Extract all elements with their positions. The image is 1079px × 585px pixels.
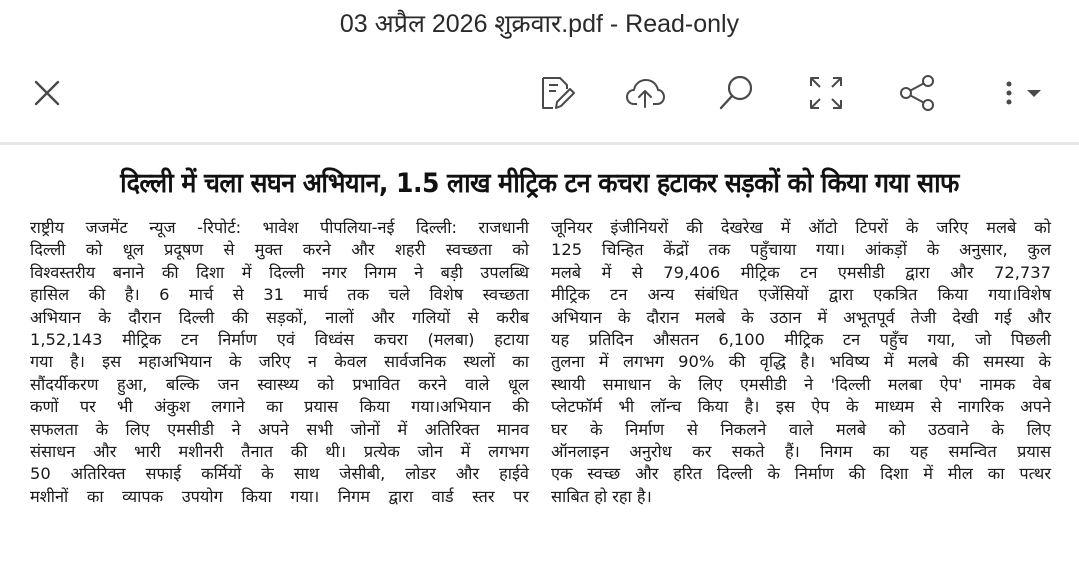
- text-line: ऑनलाइन अनुरोध कर सकते हैं। निगम का यह समन्वित प्रयास: [551, 442, 1051, 462]
- search-button[interactable]: [711, 68, 761, 118]
- right-column: [551, 217, 1051, 508]
- cloud-upload-icon: [625, 73, 665, 113]
- text-line: गया है। इस महाअभियान के जरिए न केवल सार्वजनिक स्थलों का: [30, 352, 529, 372]
- text-line: मशीनों का व्यापक उपयोग किया गया। निगम द्वारा वार्ड स्तर पर: [30, 486, 529, 506]
- text-line: दिल्ली को धूल प्रदूषण से मुक्त करने और शहरी स्वच्छता को: [30, 240, 529, 260]
- text-line: अभियान के दौरान दिल्ली की सड़कों, नालों और गलियों से करीब: [30, 307, 529, 327]
- expand-icon: [806, 73, 846, 113]
- text-line: संसाधन और भारी मशीनरी तैनात की थी। प्रत्येक जोन में लगभग: [30, 442, 529, 462]
- more-vertical-icon: [994, 73, 1024, 113]
- text-line: तुलना में लगभग 90% की वृद्धि है। भविष्य में मलबे की समस्या के: [551, 352, 1051, 372]
- share-button[interactable]: [892, 68, 942, 118]
- fullscreen-button[interactable]: [801, 68, 851, 118]
- close-icon: [27, 73, 67, 113]
- search-icon: [716, 73, 756, 113]
- pdf-page: [0, 145, 1079, 585]
- text-line: घर के निर्माण से निकलने वाले मलबे को उठवाने के लिए: [551, 419, 1051, 439]
- text-line: प्लेटफॉर्म भी लॉन्च किया है। इस ऐप के माध्यम से नागरिक अपने: [551, 397, 1051, 417]
- more-options-button[interactable]: [984, 68, 1054, 118]
- text-line: अभियान के दौरान मलबे के उठान में अभूतपूर्व तेजी देखी गई और: [551, 307, 1051, 327]
- close-button[interactable]: [22, 68, 72, 118]
- edit-button[interactable]: [531, 68, 581, 118]
- text-line: यह प्रतिदिन औसतन 6,100 मीट्रिक टन पहुँच गया, जो पिछली: [551, 330, 1051, 350]
- text-line: सौंदर्यीकरण हुआ, बल्कि जन स्वास्थ्य को प्रभावित करने वाले धूल: [30, 374, 529, 394]
- text-line: एक स्वच्छ और हरित दिल्ली के निर्माण की दिशा में मील का पत्थर: [551, 464, 1051, 484]
- share-icon: [897, 73, 937, 113]
- text-line: हासिल की है। 6 मार्च से 31 मार्च तक चले विशेष स्वच्छता: [30, 285, 529, 305]
- text-line: 50 अतिरिक्त सफाई कर्मियों के साथ जेसीबी, लोडर और हाईवे: [30, 464, 529, 484]
- text-line: जूनियर इंजीनियरों की देखरेख में ऑटो टिपरों के जरिए मलबे को: [551, 218, 1051, 237]
- article-headline: दिल्ली में चला सघन अभियान, 1.5 लाख मीट्रिक टन कचरा हटाकर सड़कों को किया गया साफ: [120, 168, 959, 199]
- cloud-upload-button[interactable]: [620, 68, 670, 118]
- text-line: मलबे में से 79,406 मीट्रिक टन एमसीडी द्वारा और 72,737: [551, 262, 1051, 282]
- edit-icon: [536, 73, 576, 113]
- toolbar: [0, 46, 1079, 142]
- text-line: स्थायी समाधान के लिए एमसीडी ने 'दिल्ली मलबा ऐप' नामक वेब: [551, 374, 1051, 394]
- text-line: विश्वस्तरीय बनाने की दिशा में दिल्ली नगर निगम ने बड़ी उपलब्धि: [30, 262, 529, 282]
- window-title: 03 अप्रैल 2026 शुक्रवार.pdf - Read-only: [0, 0, 1079, 46]
- text-line: 1,52,143 मीट्रिक टन निर्माण एवं विध्वंस कचरा (मलबा) हटाया: [30, 330, 529, 350]
- text-line: सफलता के लिए एमसीडी ने अपने सभी जोनों में अतिरिक्त मानव: [30, 419, 529, 439]
- left-column: [30, 217, 529, 508]
- text-line: कणों पर भी अंकुश लगाने का प्रयास किया गया।अभियान की: [30, 397, 529, 417]
- text-line: साबित हो रहा है।: [551, 486, 652, 506]
- text-line: 125 चिन्हित केंद्रों तक पहुँचाया गया। आंकड़ों के अनुसार, कुल: [551, 240, 1051, 260]
- text-line: मीट्रिक टन अन्य संबंधित एजेंसियों द्वारा एकत्रित किया गया।विशेष: [551, 285, 1051, 305]
- text-line: राष्ट्रीय जजमेंट न्यूज -रिपोर्ट: भावेश पीपलिया-नई दिल्ली: राजधानी: [30, 218, 529, 237]
- dropdown-caret-icon: [1024, 73, 1044, 113]
